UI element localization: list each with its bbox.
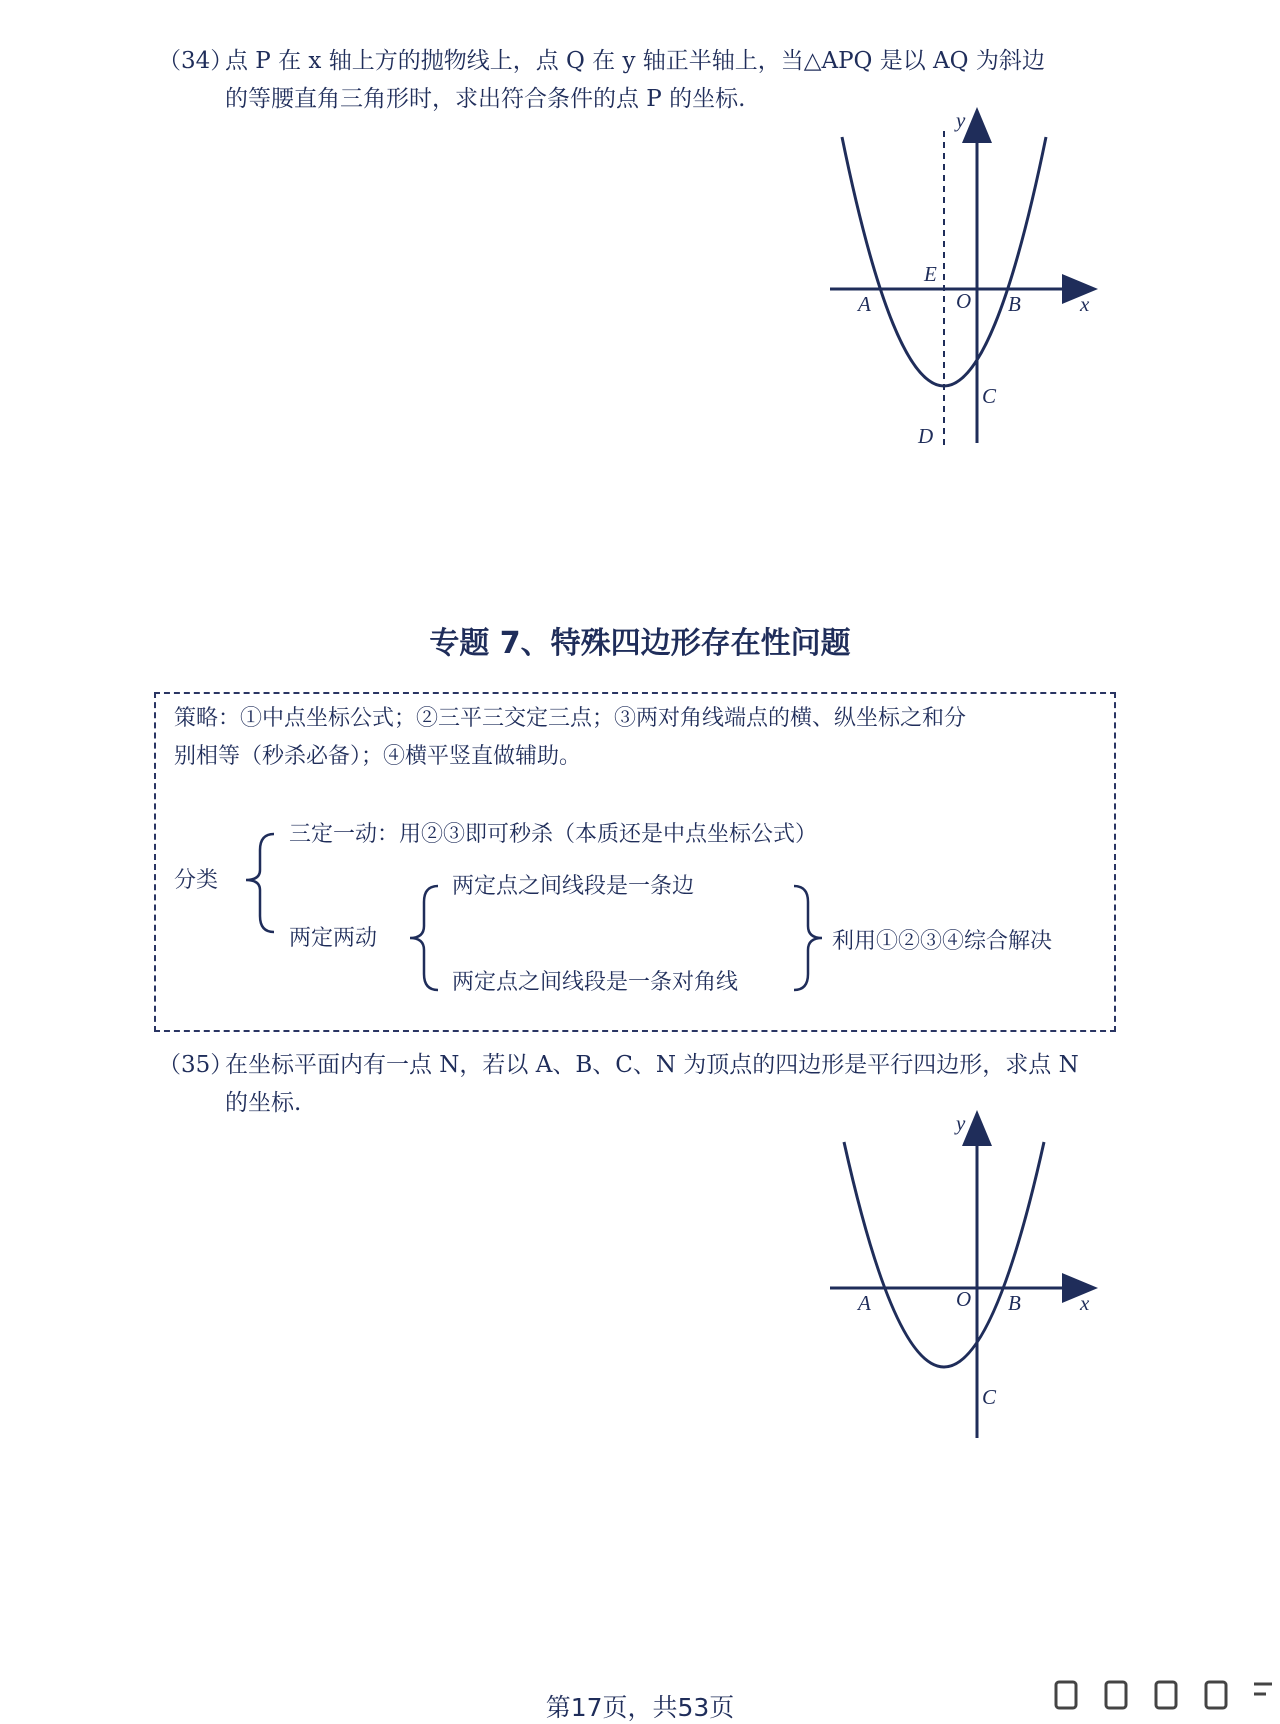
label-e: E (924, 262, 937, 286)
question-35-number: （35） (158, 1052, 234, 1078)
label-a: A (858, 292, 871, 316)
question-34-line-2: 的等腰直角三角形时，求出符合条件的点 P 的坐标. (225, 86, 746, 112)
question-35-line-2: 的坐标. (225, 1090, 302, 1116)
toolbar-icon-5[interactable] (1254, 1684, 1272, 1694)
sub-case-edge: 两定点之间线段是一条边 (452, 874, 695, 899)
toolbar-icon-2[interactable] (1106, 1682, 1126, 1708)
case-two-fixed: 两定两动 (289, 926, 378, 951)
label-o: O (956, 289, 972, 313)
toolbar-icon-3[interactable] (1156, 1682, 1176, 1708)
viewer-toolbar (1040, 1672, 1280, 1717)
sub-case-diagonal: 两定点之间线段是一条对角线 (452, 970, 739, 995)
label-o: O (956, 1287, 972, 1311)
toolbar-icon-4[interactable] (1206, 1682, 1226, 1708)
label-b: B (1008, 1291, 1021, 1315)
left-brace-classify (246, 834, 274, 932)
strategy-line-1: 策略：①中点坐标公式；②三平三交定三点；③两对角线端点的横、纵坐标之和分 (174, 706, 967, 731)
label-x: x (1080, 1291, 1090, 1315)
label-y: y (956, 1111, 966, 1135)
left-brace-two-fixed (410, 886, 438, 990)
label-a: A (858, 1291, 871, 1315)
question-34-number: （34） (158, 48, 234, 74)
strategy-braces (156, 694, 1118, 1034)
label-c: C (982, 384, 997, 408)
question-35-line-1: 在坐标平面内有一点 N，若以 A、B、C、N 为顶点的四边形是平行四边形，求点 N (225, 1052, 1079, 1078)
strategy-box (154, 692, 1116, 1032)
parabola-figure-1 (820, 105, 1120, 465)
parabola-curve (844, 1142, 1044, 1367)
label-d: D (918, 424, 934, 448)
parabola-curve (842, 137, 1046, 386)
label-c: C (982, 1385, 997, 1409)
topic-title: 专题 7、特殊四边形存在性问题 (429, 626, 851, 661)
question-34-line-1: 点 P 在 x 轴上方的抛物线上，点 Q 在 y 轴正半轴上，当△APQ 是以 AQ 为斜边 (225, 48, 1045, 74)
label-y: y (956, 108, 966, 132)
resolve-text: 利用①②③④综合解决 (832, 929, 1053, 954)
label-x: x (1080, 292, 1090, 316)
case-three-fixed: 三定一动：用②③即可秒杀（本质还是中点坐标公式） (289, 822, 818, 847)
label-b: B (1008, 292, 1021, 316)
parabola-figure-2 (820, 1108, 1120, 1448)
page-info: 第17页，共53页 (545, 1693, 735, 1722)
classify-label: 分类 (174, 868, 219, 893)
right-brace-resolve (794, 886, 822, 990)
strategy-line-2: 别相等（秒杀必备）；④横平竖直做辅助。 (174, 744, 582, 769)
toolbar-icon-1[interactable] (1056, 1682, 1076, 1708)
